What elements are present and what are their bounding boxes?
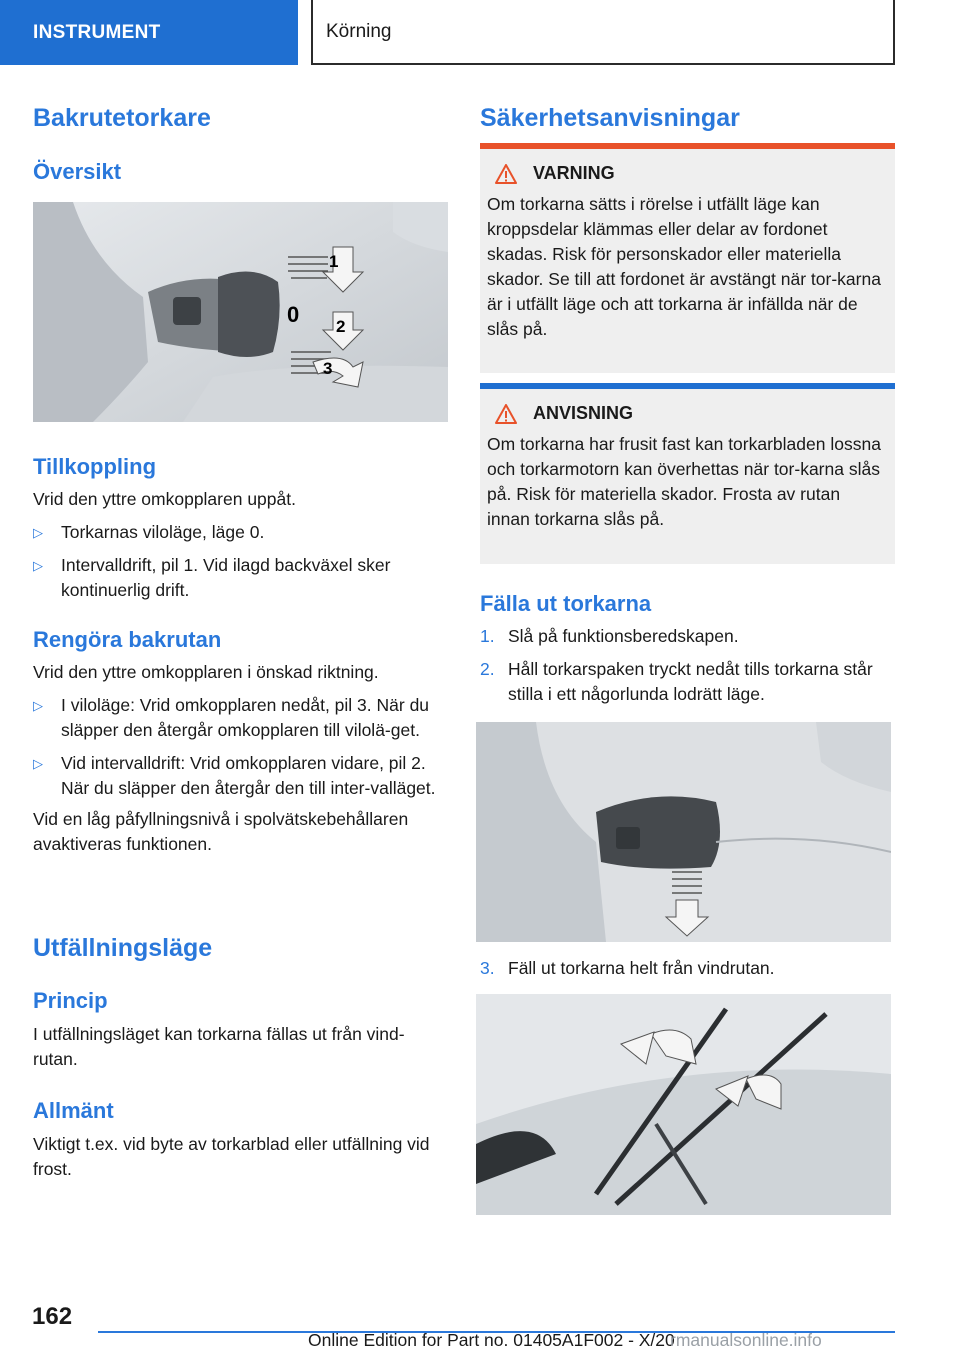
rear-wiper-switch-image [33,202,448,422]
list-item: ▷ Intervalldrift, pil 1. Vid ilagd backväxel sker kontinuerlig drift. [33,555,391,600]
edition-text: Online Edition for Part no. 01405A1F002 - X/20 [308,1330,675,1350]
fold-title: Utfällningsläge [33,934,213,962]
chapter-tab [311,0,895,65]
triangle-bullet-icon: ▷ [33,558,43,573]
folded-wipers-image [476,994,891,1215]
step-item: 2. Håll torkarspaken tryckt nedåt tills torkarna står stilla i ett någorlunda lodrätt läge. [480,659,873,704]
page-number: 162 [32,1303,73,1330]
safety-title: Säkerhetsanvisningar [480,104,740,132]
notice-box [480,389,895,564]
clean-text: Vrid den yttre omkopplaren i önskad riktning. [33,662,379,682]
switch-on-text: Vrid den yttre omkopplaren uppåt. [33,489,296,509]
notice-text: Om torkarna har frusit fast kan torkarbladen lossna och torkarmotorn kan överhettas när tor-karna slås på. Risk för materiella skador. Frosta av rutan innan torkarna slås på. [487,434,881,529]
list-item: ▷ Torkarnas viloläge, läge 0. [33,520,448,545]
notice-triangle-icon [495,404,517,424]
principle-text: I utfällningsläget kan torkarna fällas ut från vind-rutan. [33,1024,405,1069]
triangle-bullet-icon: ▷ [33,525,43,540]
clean-note: Vid en låg påfyllningsnivå i spolvätskebehållaren avaktiveras funktionen. [33,809,409,854]
general-text: Viktigt t.ex. vid byte av torkarblad eller utfällning vid frost. [33,1134,430,1179]
section-label: INSTRUMENT [33,21,161,43]
chapter-label: Körning [326,20,392,42]
warning-text: Om torkarna sätts i rörelse i utfällt läge kan kroppsdelar klämmas eller delar av fordonet skadas. Risk för personskador eller materiella skador. Se till att fordonet är avstängt när tor-karna är i utfällt läge och att torkarna är infällda när de slås på. [487,194,881,339]
general-heading: Allmänt [33,1098,114,1123]
arrow-label-1: 1 [329,252,339,271]
page-title: Bakrutetorkare [33,104,211,132]
warning-triangle-icon [495,164,517,184]
warning-box [480,149,895,373]
triangle-bullet-icon: ▷ [33,698,43,713]
clean-heading: Rengöra bakrutan [33,627,222,652]
principle-heading: Princip [33,988,108,1013]
watermark: rmanualsonline.info [670,1330,822,1350]
wiper-lever-image [476,722,891,942]
step-item: 1. Slå på funktionsberedskapen. [480,626,739,646]
arrow-label-2: 2 [336,317,346,336]
notice-label: ANVISNING [533,403,634,423]
arrow-label-3: 3 [323,359,333,378]
triangle-bullet-icon: ▷ [33,756,43,771]
fold-out-heading: Fälla ut torkarna [480,591,652,616]
position-label-0: 0 [287,302,300,327]
step-item: 3. Fäll ut torkarna helt från vindrutan. [480,958,775,978]
list-item: ▷ I viloläge: Vrid omkopplaren nedåt, pil 3. När du släpper den återgår omkopplaren till vilolä-get. [33,695,430,740]
switch-on-heading: Tillkoppling [33,454,157,479]
section-tab [0,0,298,65]
overview-heading: Översikt [33,159,122,184]
warning-label: VARNING [533,163,615,183]
list-item: ▷ Vid intervalldrift: Vrid omkopplaren vidare, pil 2. När du släpper den återgår den till inter-valläget. [33,753,436,798]
